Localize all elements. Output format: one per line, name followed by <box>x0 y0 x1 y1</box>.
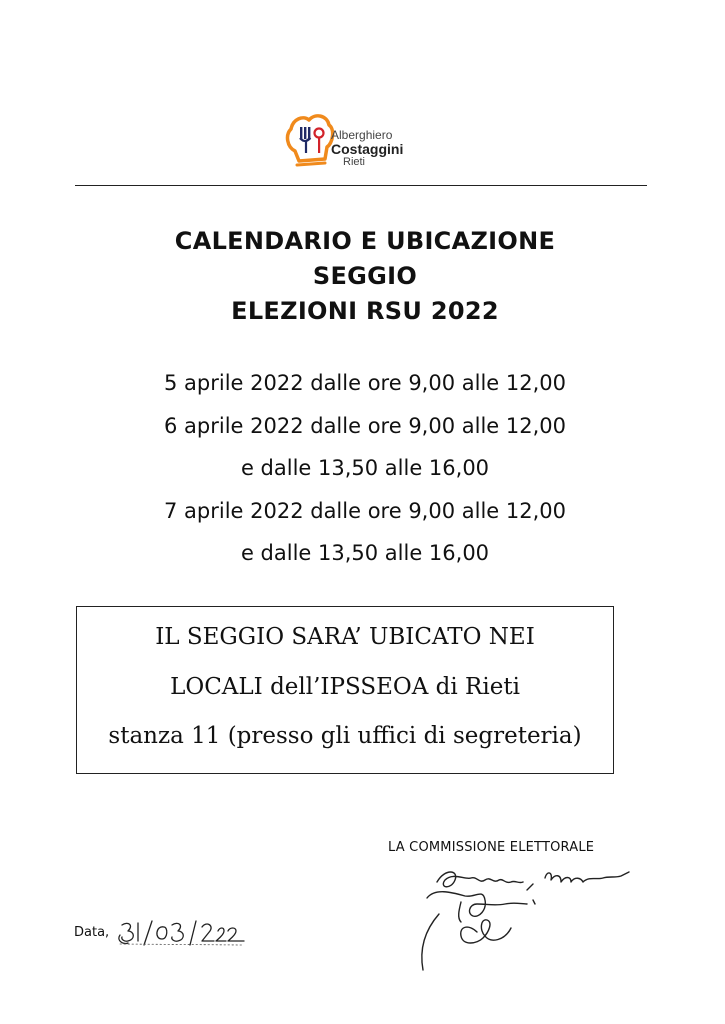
date-row <box>74 921 109 951</box>
handwritten-signature <box>415 858 645 982</box>
logo-line-alberghiero: Alberghiero <box>331 128 393 142</box>
document-title <box>80 224 650 329</box>
header-divider <box>75 185 647 186</box>
location-box <box>76 606 614 774</box>
chef-hat-logo-icon <box>285 107 335 173</box>
location-line-1: IL SEGGIO SARA’ UBICATO NEI <box>155 624 535 650</box>
logo-line-rieti: Rieti <box>343 156 366 168</box>
title-line-2: SEGGIO <box>312 262 418 290</box>
schedule-line: 5 aprile 2022 dalle ore 9,00 alle 12,00 <box>163 371 566 395</box>
schedule-list <box>75 362 655 575</box>
location-line-2: LOCALI dell’IPSSEOA di Rieti <box>170 673 520 700</box>
schedule-line: e dalle 13,50 alle 16,00 <box>240 456 490 480</box>
handwritten-date <box>118 917 248 951</box>
schedule-line: e dalle 13,50 alle 16,00 <box>240 541 490 565</box>
school-logo <box>285 107 455 173</box>
schedule-line: 7 aprile 2022 dalle ore 9,00 alle 12,00 <box>163 498 566 523</box>
location-line-3: stanza 11 (presso gli uffici di segreteria) <box>108 723 582 749</box>
logo-line-costaggini: Costaggini <box>331 141 404 157</box>
schedule-line: 6 aprile 2022 dalle ore 9,00 alle 12,00 <box>163 413 566 438</box>
title-line-1: CALENDARIO E UBICAZIONE <box>174 227 556 255</box>
date-label: Data, <box>74 925 110 940</box>
commission-label: LA COMMISSIONE ELETTORALE <box>388 840 595 855</box>
title-line-3: ELEZIONI RSU 2022 <box>231 297 499 325</box>
